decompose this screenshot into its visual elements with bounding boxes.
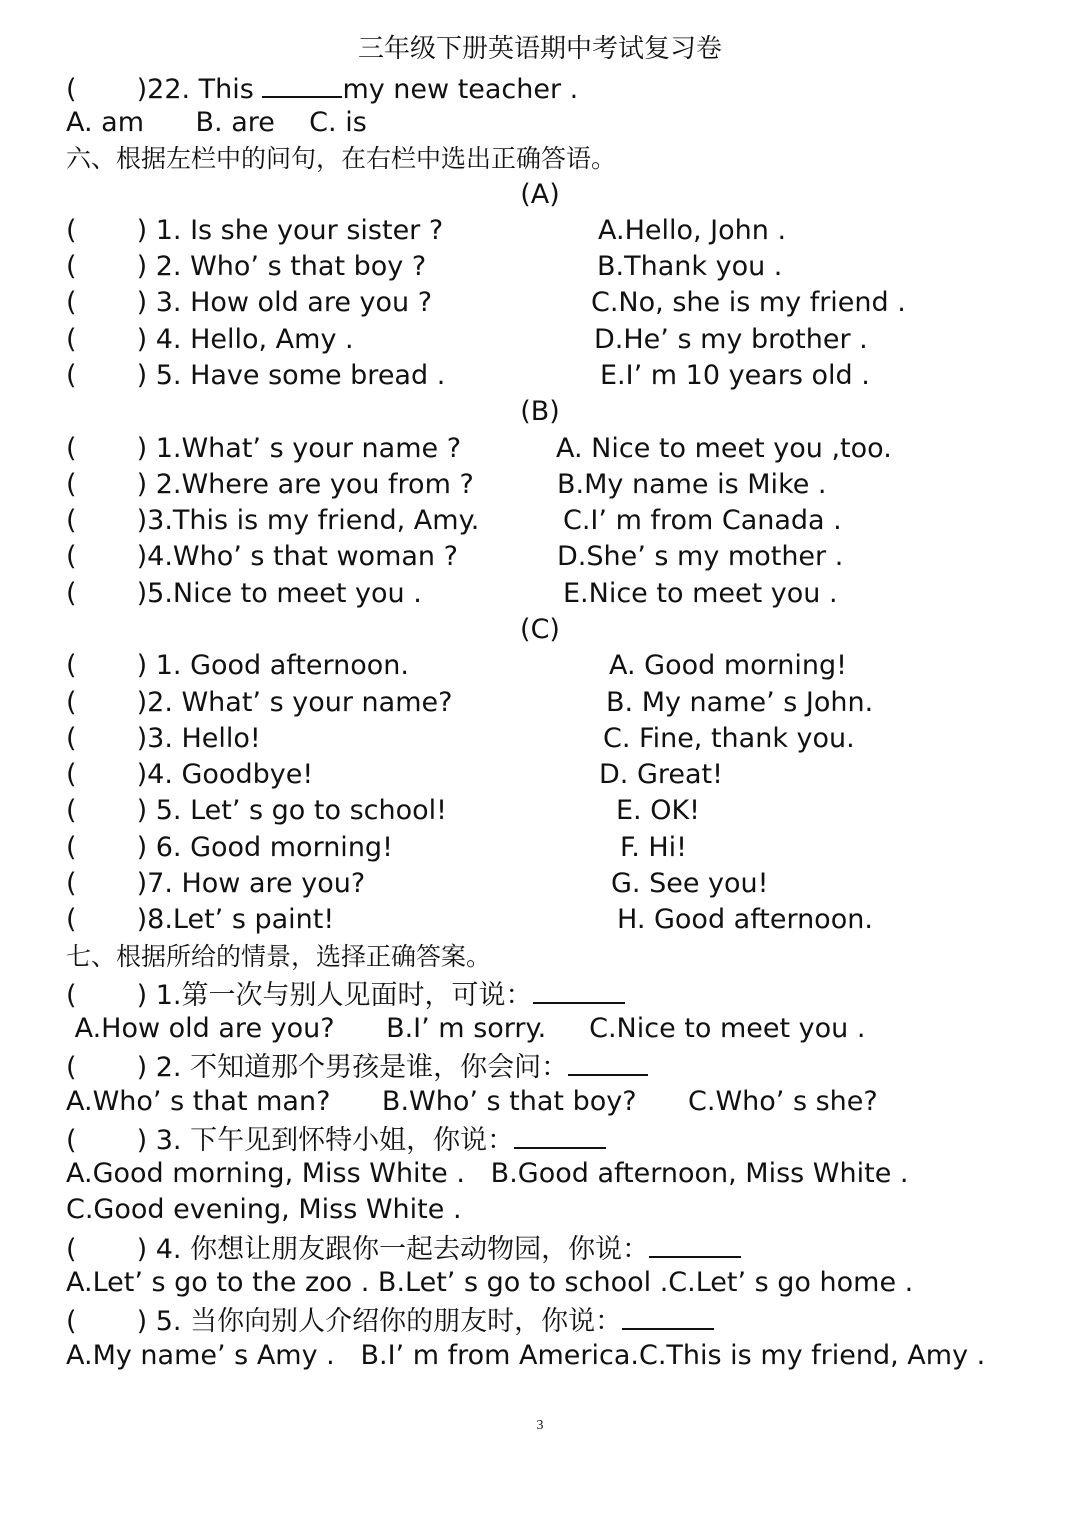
- match-b-question: ( ) 1.What’ s your name ?: [66, 433, 462, 464]
- match-a-answer: E.I’ m 10 years old .: [600, 360, 870, 391]
- answer-blank[interactable]: [533, 976, 625, 1004]
- page-number: 3: [536, 1418, 544, 1433]
- situation-question: [66, 1121, 606, 1158]
- situation-question: [66, 1048, 648, 1085]
- answer-blank[interactable]: [514, 1121, 606, 1149]
- match-c-answer: G. See you!: [611, 868, 769, 899]
- match-a-question: ( ) 2. Who’ s that boy ?: [66, 251, 427, 282]
- match-c-question: ( )7. How are you?: [66, 868, 366, 899]
- situation-options: A.Who’ s that man? B.Who’ s that boy? C.Who’ s she?: [66, 1086, 878, 1117]
- section-7-heading: 七、根据所给的情景，选择正确答案。: [66, 942, 492, 971]
- match-c-question: ( ) 5. Let’ s go to school!: [66, 795, 447, 826]
- question-22-tail: my new teacher .: [342, 74, 579, 105]
- match-c-answer: E. OK!: [616, 795, 701, 826]
- match-c-question: ( ) 6. Good morning!: [66, 832, 393, 863]
- match-c-answer: B. My name’ s John.: [606, 687, 874, 718]
- answer-blank[interactable]: [649, 1230, 741, 1258]
- match-a-answer: C.No, she is my friend .: [591, 287, 906, 318]
- match-c-question: ( )3. Hello!: [66, 723, 261, 754]
- match-c-answer: H. Good afternoon.: [617, 904, 873, 935]
- match-c-answer: A. Good morning!: [609, 650, 847, 681]
- situation-options: A.My name’ s Amy . B.I’ m from America.C.This is my friend, Amy .: [66, 1340, 986, 1371]
- section-6-heading: 六、根据左栏中的问句，在右栏中选出正确答语。: [66, 144, 617, 173]
- match-b-answer: D.She’ s my mother .: [557, 541, 844, 572]
- situation-options: C.Good evening, Miss White .: [66, 1194, 462, 1225]
- match-b-question: ( )4.Who’ s that woman ?: [66, 541, 458, 572]
- match-c-question: ( ) 1. Good afternoon.: [66, 650, 409, 681]
- match-b-answer: C.I’ m from Canada .: [563, 505, 842, 536]
- group-a-label: (A): [520, 179, 560, 210]
- match-b-answer: A. Nice to meet you ,too.: [556, 433, 892, 464]
- match-b-question: ( ) 2.Where are you from ?: [66, 469, 474, 500]
- question-22: [66, 70, 578, 107]
- match-c-answer: D. Great!: [599, 759, 723, 790]
- match-a-question: ( ) 3. How old are you ?: [66, 287, 433, 318]
- answer-blank[interactable]: [568, 1048, 648, 1076]
- match-a-question: ( ) 4. Hello, Amy .: [66, 324, 354, 355]
- match-c-question: ( )4. Goodbye!: [66, 759, 314, 790]
- match-c-answer: F. Hi!: [620, 832, 687, 863]
- match-a-question: ( ) 5. Have some bread .: [66, 360, 446, 391]
- situation-question-text: ( ) 5. 当你向别人介绍你的朋友时，你说：: [66, 1306, 623, 1337]
- match-a-answer: D.He’ s my brother .: [594, 324, 868, 355]
- match-c-answer: C. Fine, thank you.: [603, 723, 855, 754]
- match-b-question: ( )3.This is my friend, Amy.: [66, 505, 480, 536]
- situation-question: [66, 1230, 741, 1267]
- match-b-answer: B.My name is Mike .: [557, 469, 827, 500]
- situation-question: [66, 976, 625, 1013]
- match-c-question: ( )2. What’ s your name?: [66, 687, 453, 718]
- match-b-answer: E.Nice to meet you .: [563, 578, 838, 609]
- situation-options: A.Let’ s go to the zoo . B.Let’ s go to school .C.Let’ s go home .: [66, 1267, 914, 1298]
- situation-question-text: ( ) 2. 不知道那个男孩是谁，你会问：: [66, 1052, 569, 1083]
- worksheet-title: 三年级下册英语期中考试复习卷: [357, 34, 722, 64]
- situation-options: A.How old are you? B.I’ m sorry. C.Nice to meet you .: [66, 1013, 866, 1044]
- situation-question-text: ( ) 4. 你想让朋友跟你一起去动物园，你说：: [66, 1234, 650, 1265]
- situation-question: [66, 1302, 714, 1339]
- match-b-question: ( )5.Nice to meet you .: [66, 578, 422, 609]
- answer-blank[interactable]: [622, 1302, 714, 1330]
- situation-question-text: ( ) 1.第一次与别人见面时，可说：: [66, 980, 533, 1011]
- match-c-question: ( )8.Let’ s paint!: [66, 904, 335, 935]
- question-22-options: A. am B. are C. is: [66, 107, 367, 138]
- situation-options: A.Good morning, Miss White . B.Good afternoon, Miss White .: [66, 1158, 909, 1189]
- match-a-answer: B.Thank you .: [597, 251, 783, 282]
- question-22-stem: ( )22. This: [66, 74, 263, 105]
- group-b-label: (B): [520, 396, 560, 427]
- answer-blank[interactable]: [262, 70, 342, 98]
- group-c-label: (C): [520, 614, 560, 645]
- situation-question-text: ( ) 3. 下午见到怀特小姐，你说：: [66, 1125, 515, 1156]
- match-a-question: ( ) 1. Is she your sister ?: [66, 215, 444, 246]
- match-a-answer: A.Hello, John .: [598, 215, 787, 246]
